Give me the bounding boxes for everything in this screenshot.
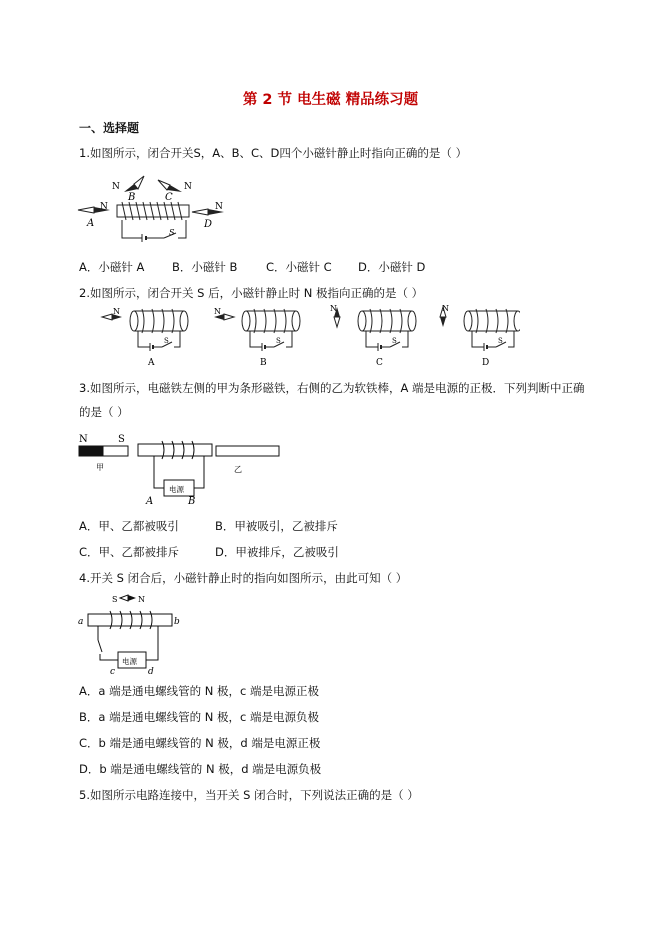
- q4-end-c: c: [110, 667, 116, 676]
- page-title: 第 2 节 电生磁 精品练习题: [242, 92, 419, 108]
- q3-jia: 甲: [96, 463, 104, 472]
- q3-stem-line2: 的是（ ）: [79, 405, 129, 419]
- q4-stem: 4.开关 S 闭合后，小磁针静止时的指向如图所示，由此可知（ ）: [79, 571, 408, 585]
- q4-figure: [76, 590, 186, 676]
- q4-option-d: D．b 端是通电螺线管的 N 极，d 端是电源负极: [79, 762, 322, 776]
- q1-option-b: B．小磁针 B: [172, 260, 238, 274]
- q4-option-c: C．b 端是通电螺线管的 N 极，d 端是电源正极: [79, 736, 321, 750]
- q3-power: 电源: [169, 485, 184, 494]
- q3-terminal-b: B: [188, 496, 196, 507]
- q1-needle-b-label: B: [128, 192, 136, 203]
- q2-a-n: N: [113, 307, 120, 316]
- q4-end-b: b: [174, 617, 180, 627]
- q4-end-d: d: [148, 667, 154, 676]
- q4-end-a: a: [78, 617, 84, 627]
- q3-magnet-s: S: [118, 434, 125, 445]
- q3-stem-line1: 3.如图所示，电磁铁左侧的甲为条形磁铁，右侧的乙为软铁棒，A 端是电源的正极．下列判断中正确: [79, 381, 585, 395]
- q1-option-c: C．小磁针 C: [266, 260, 332, 274]
- q5-stem: 5.如图所示电路连接中，当开关 S 闭合时，下列说法正确的是（ ）: [79, 788, 419, 802]
- q3-option-d: D．甲被排斥，乙被吸引: [215, 545, 339, 559]
- q3-yi: 乙: [234, 465, 242, 474]
- q1-needle-c-n: N: [184, 182, 192, 192]
- q1-needle-d-label: D: [204, 219, 213, 230]
- q1-needle-c-label: C: [165, 192, 173, 203]
- q3-option-c: C．甲、乙都被排斥: [79, 545, 180, 559]
- q1-figure: [72, 172, 232, 244]
- q3-magnet-n: N: [79, 434, 88, 445]
- q1-needle-a-n: N: [100, 202, 108, 212]
- q2-label-c: C: [376, 358, 383, 368]
- q4-option-b: B．a 端是通电螺线管的 N 极，c 端是电源负极: [79, 710, 319, 724]
- q4-needle-s: S: [112, 595, 118, 604]
- q1-option-a: A．小磁针 A: [79, 260, 145, 274]
- q3-option-a: A．甲、乙都被吸引: [79, 519, 179, 533]
- q1-option-d: D．小磁针 D: [358, 260, 426, 274]
- q2-label-a: A: [148, 358, 155, 368]
- q2-d-switch: S: [498, 337, 503, 345]
- q2-figure: [100, 303, 520, 369]
- q3-figure: [76, 430, 286, 510]
- q2-label-b: B: [260, 358, 267, 368]
- section-heading: 一、选择题: [79, 121, 140, 135]
- q4-power: 电源: [122, 657, 137, 666]
- q4-needle-n: N: [138, 595, 145, 604]
- q1-switch-label: S: [169, 228, 175, 237]
- q2-b-n: N: [214, 307, 221, 316]
- q2-label-d: D: [482, 358, 490, 368]
- q1-stem: 1.如图所示，闭合开关S，A、B、C、D四个小磁针静止时指向正确的是（ ）: [79, 146, 468, 160]
- q1-needle-a-label: A: [87, 218, 95, 229]
- q2-stem: 2.如图所示，闭合开关 S 后，小磁针静止时 N 极指向正确的是（ ）: [79, 286, 424, 300]
- q3-terminal-a: A: [146, 496, 154, 507]
- q2-a-switch: S: [164, 337, 169, 345]
- q2-d-n: N: [442, 304, 449, 313]
- q3-option-b: B．甲被吸引，乙被排斥: [215, 519, 338, 533]
- q4-option-a: A．a 端是通电螺线管的 N 极，c 端是电源正极: [79, 684, 319, 698]
- q2-c-switch: S: [392, 337, 397, 345]
- q1-needle-d-n: N: [215, 202, 223, 212]
- q1-needle-b-n: N: [112, 182, 120, 192]
- q2-c-n: N: [330, 304, 337, 313]
- q2-b-switch: S: [276, 337, 281, 345]
